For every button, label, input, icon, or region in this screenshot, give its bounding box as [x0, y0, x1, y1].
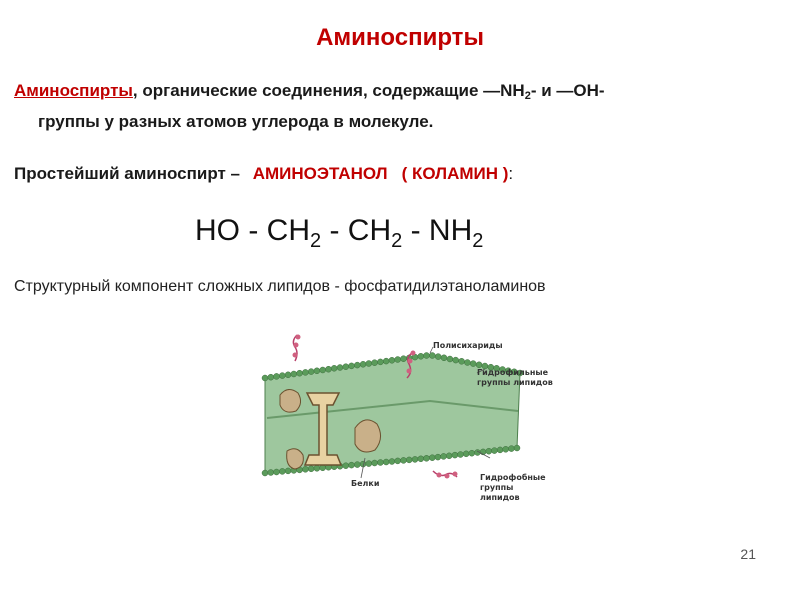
chemical-formula: [195, 214, 483, 253]
lipid-head: [262, 375, 268, 381]
lipid-head: [463, 451, 469, 457]
simplest-colon: :: [508, 164, 514, 183]
lipid-head: [435, 454, 441, 460]
lipid-head: [464, 360, 470, 366]
lipid-head: [458, 452, 464, 458]
lipid-head: [453, 357, 459, 363]
lipid-head: [508, 446, 514, 452]
definition-text-1: , органические соединения, содержащие —NH: [132, 81, 525, 100]
lipid-head: [412, 456, 418, 462]
label-proteins: Белки: [351, 479, 380, 488]
lipid-head: [435, 354, 441, 360]
lipid-head: [424, 353, 430, 359]
lipid-head: [366, 461, 372, 467]
lipid-head: [418, 456, 424, 462]
simplest-aminoalcohol: [14, 164, 513, 184]
lipid-head: [314, 368, 320, 374]
lipid-head: [297, 370, 303, 376]
lipid-head: [383, 358, 389, 364]
lipid-head: [503, 446, 509, 452]
definition-text-2: - и —ОН-: [530, 81, 605, 100]
cell-membrane-figure: [255, 333, 555, 503]
label-hydrophobic-2: группы липидов: [480, 483, 520, 502]
lipid-head: [406, 457, 412, 463]
lipid-head: [377, 359, 383, 365]
lipid-head: [491, 448, 497, 454]
lipid-head: [285, 468, 291, 474]
formula-part-2: - CH: [321, 214, 392, 247]
lipid-head: [389, 357, 395, 363]
lipid-head: [366, 361, 372, 367]
lipid-head: [285, 372, 291, 378]
lipid-head: [268, 470, 274, 476]
lipid-head: [470, 361, 476, 367]
definition-sub: 2: [524, 90, 531, 102]
lipid-head: [326, 366, 332, 372]
definition-paragraph: [14, 78, 794, 134]
lipid-head: [441, 355, 447, 361]
peripheral-protein: [287, 449, 304, 469]
formula-sub-3: 2: [472, 230, 484, 252]
lipid-head: [401, 356, 407, 362]
lipid-head: [354, 462, 360, 468]
lipid-head: [343, 463, 349, 469]
lipid-head: [268, 374, 274, 380]
simplest-alt-name: ( КОЛАМИН ): [401, 164, 509, 183]
lipid-head: [279, 468, 285, 474]
lipid-head: [429, 353, 435, 359]
structural-component-text: Структурный компонент сложных липидов - фосфатидилэтаноламинов: [14, 278, 546, 295]
lipid-head: [320, 367, 326, 373]
lipid-head: [447, 356, 453, 362]
lipid-head: [459, 358, 465, 364]
lipid-head: [372, 460, 378, 466]
lipid-head: [262, 470, 268, 476]
lipid-head: [349, 462, 355, 468]
lipid-head: [446, 453, 452, 459]
lipid-head: [274, 373, 280, 379]
lipid-head: [424, 455, 430, 461]
lipid-head: [429, 455, 435, 461]
lipid-head: [395, 357, 401, 363]
lipid-head: [274, 469, 280, 475]
lipid-head: [486, 448, 492, 454]
lipid-head: [331, 365, 337, 371]
simplest-name-group: [253, 164, 509, 183]
lipid-head: [401, 457, 407, 463]
lipid-head: [441, 453, 447, 459]
page-number: 21: [740, 546, 756, 562]
lipid-head: [395, 458, 401, 464]
formula-sub-2: 2: [391, 230, 403, 252]
integral-protein: [355, 420, 381, 452]
lipid-head: [291, 371, 297, 377]
formula-sub-1: 2: [310, 230, 322, 252]
label-hydrophobic-1: Гидрофобные: [480, 473, 546, 482]
lipid-head: [337, 365, 343, 371]
lipid-head: [308, 369, 314, 375]
lipid-head: [314, 465, 320, 471]
definition-term: Аминоспирты: [14, 81, 133, 100]
simplest-label: Простейший аминоспирт –: [14, 164, 240, 183]
lipid-head: [514, 445, 520, 451]
lipid-head: [383, 459, 389, 465]
lipid-head: [418, 353, 424, 359]
lipid-head: [302, 466, 308, 472]
lipid-head: [389, 459, 395, 465]
lipid-head: [497, 447, 503, 453]
formula-part-1: HO - CH: [195, 214, 310, 247]
lipid-head: [476, 362, 482, 368]
lipid-head: [349, 363, 355, 369]
lipid-head: [377, 460, 383, 466]
lipid-head: [343, 364, 349, 370]
label-hydrophilic-2: группы липидов: [477, 378, 553, 387]
lipid-head: [469, 450, 475, 456]
lipid-head: [372, 360, 378, 366]
label-hydrophilic-1: Гидрофильные: [477, 368, 549, 377]
surface-protein-left: [280, 389, 301, 412]
label-polysaccharides: Полисихариды: [433, 341, 503, 350]
lipid-head: [302, 369, 308, 375]
definition-line-2: группы у разных атомов углерода в молекуле.: [38, 112, 434, 131]
formula-part-3: - NH: [402, 214, 473, 247]
lipid-head: [279, 373, 285, 379]
slide-title: Аминоспирты: [316, 24, 484, 51]
lipid-head: [360, 361, 366, 367]
lipid-head: [354, 362, 360, 368]
lipid-head: [308, 466, 314, 472]
lipid-head: [452, 452, 458, 458]
simplest-name: АМИНОЭТАНОЛ: [252, 164, 388, 183]
